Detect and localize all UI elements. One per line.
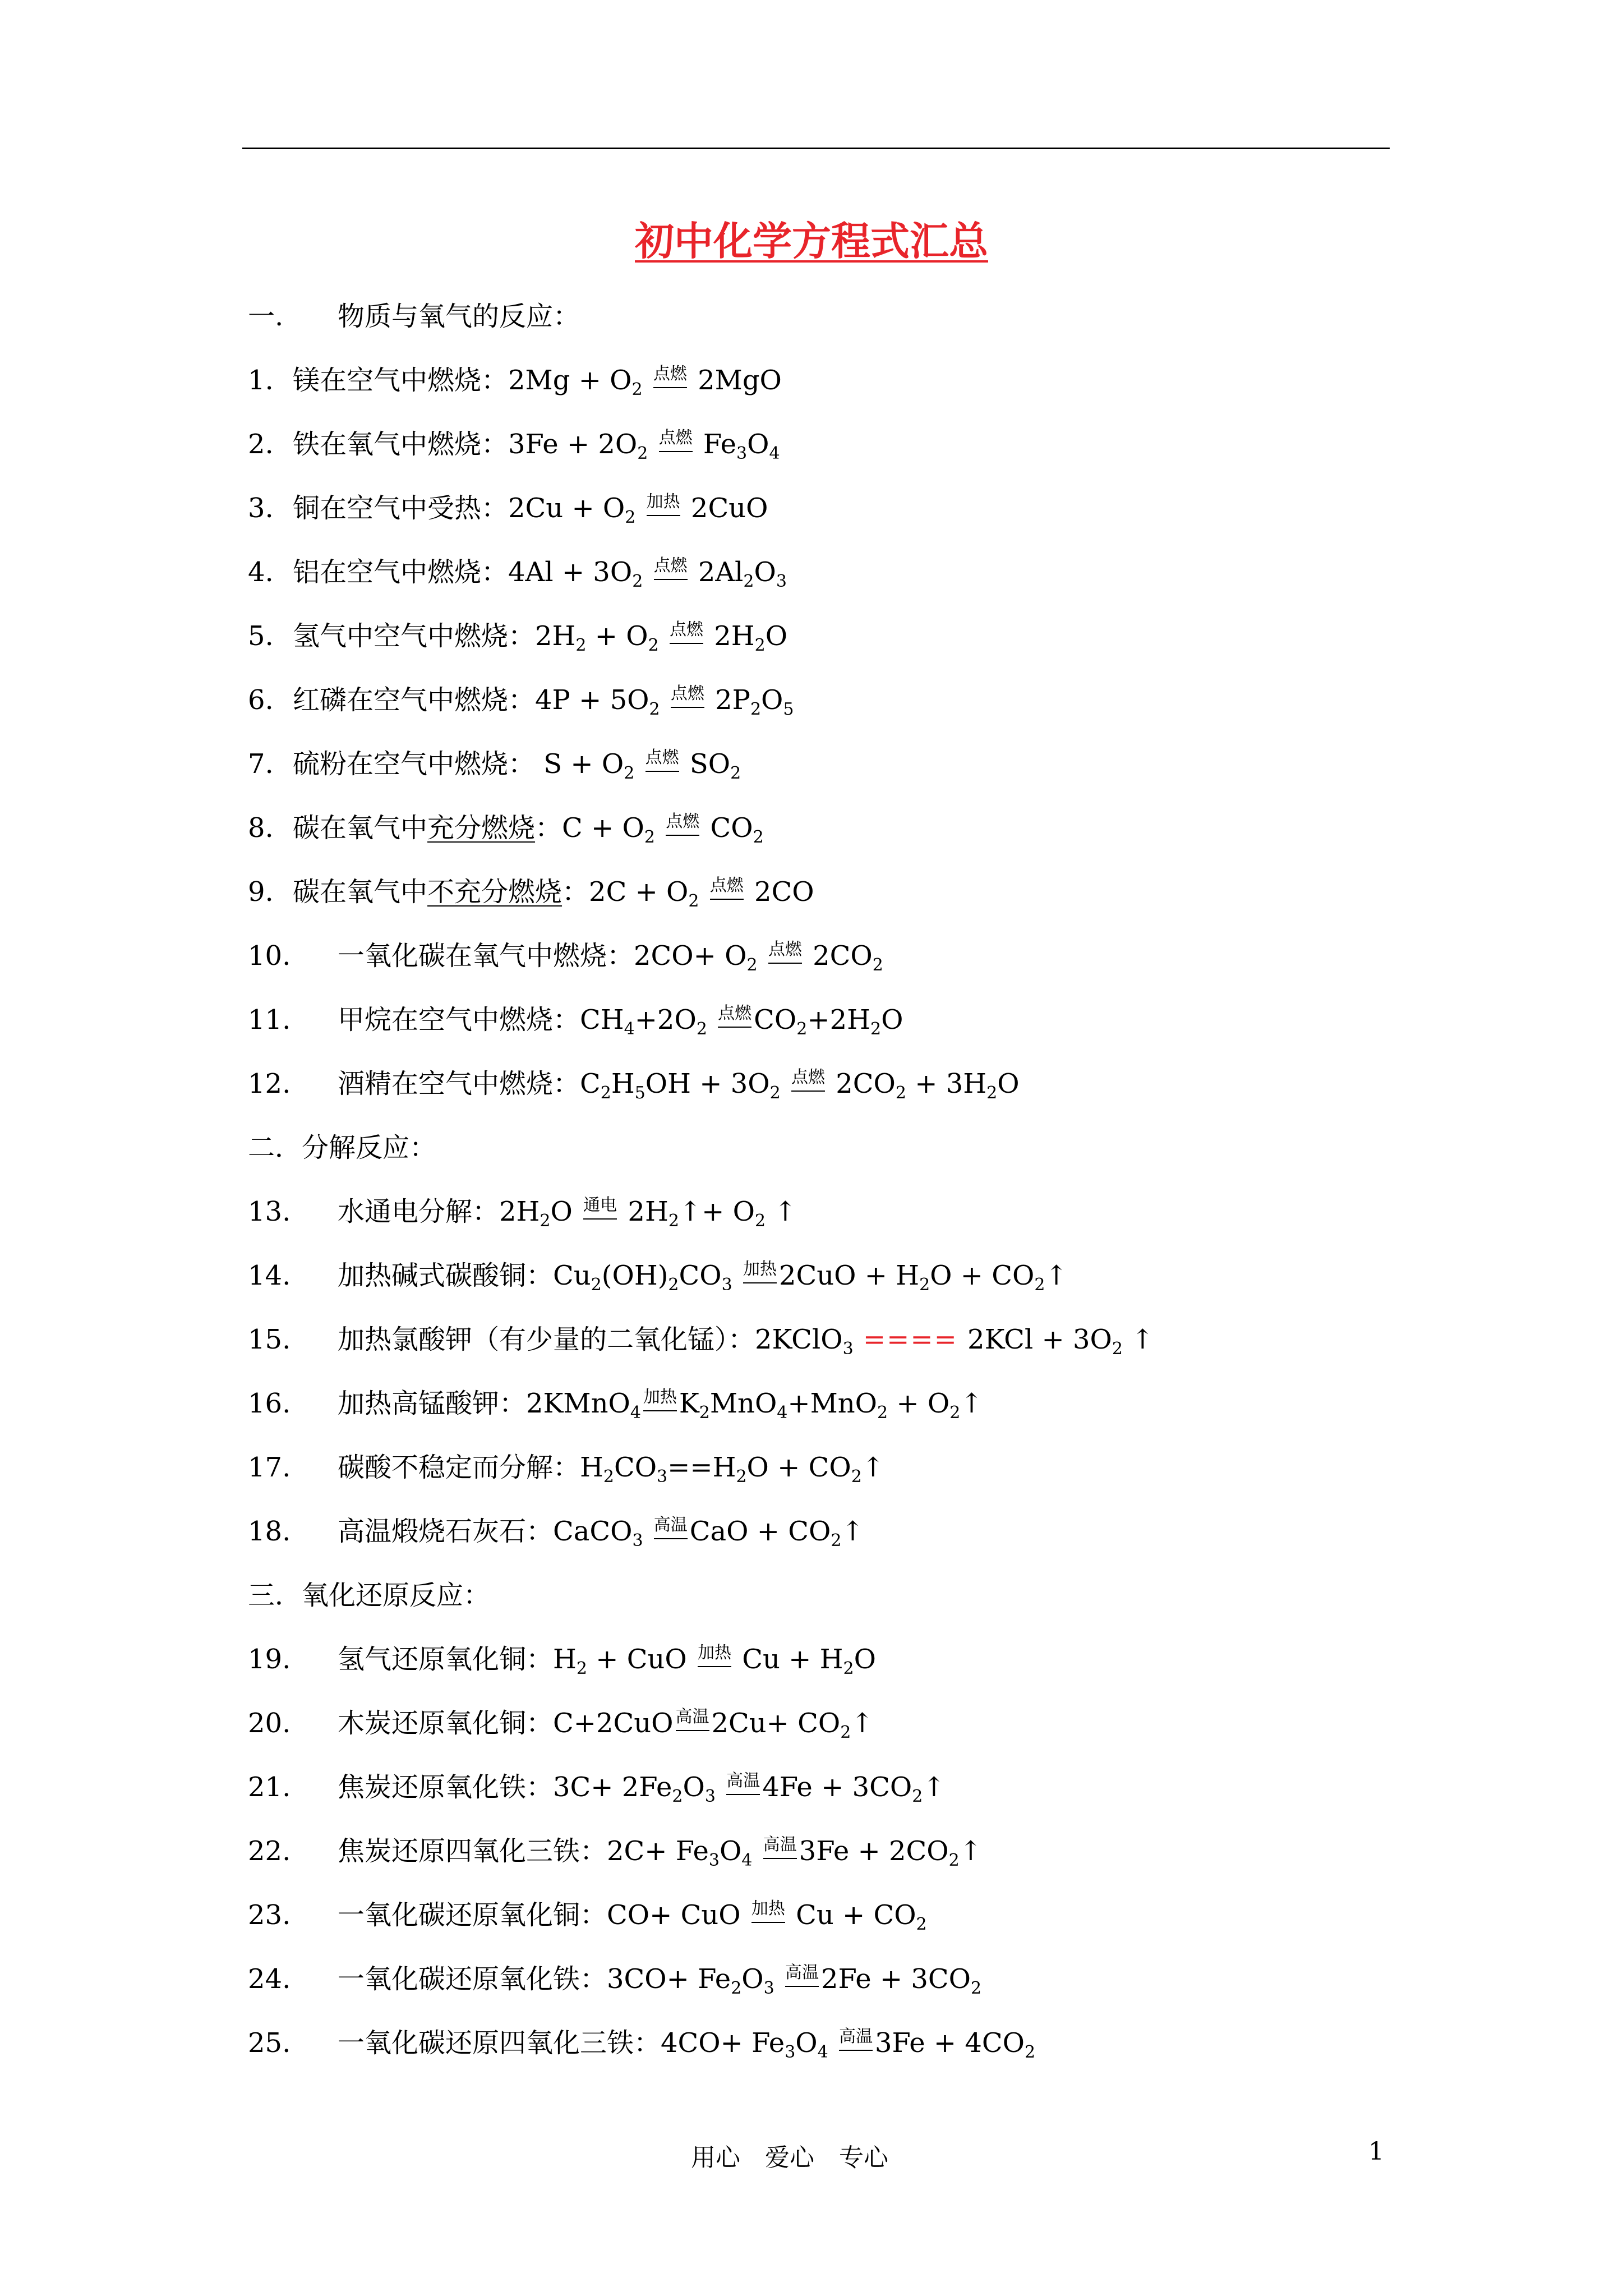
text-fragment: 3CO+ Fe	[607, 1963, 731, 1995]
condition-label: 点燃	[708, 877, 746, 894]
text-fragment: 2	[625, 508, 636, 527]
text-fragment: ↑	[923, 1772, 946, 1803]
text-fragment: ↑	[851, 1708, 874, 1739]
text-fragment: 4	[624, 1019, 635, 1039]
text-fragment: 13.	[248, 1196, 291, 1227]
text-fragment: 2	[754, 636, 766, 655]
text-fragment: 3Fe + 2O	[508, 429, 638, 460]
text-fragment: Cu + CO	[796, 1899, 916, 1931]
text-fragment: MnO	[709, 1388, 777, 1419]
equation-line	[248, 1637, 876, 1682]
text-fragment: 2	[971, 1978, 982, 1998]
condition-label: 高温	[674, 1709, 712, 1726]
text-fragment: 2	[540, 1211, 551, 1231]
text-fragment: 2H	[714, 620, 755, 652]
condition-label: 点燃	[651, 366, 689, 383]
text-fragment: 红磷在空气中燃烧：	[293, 684, 536, 716]
condition-label: 高温	[783, 1964, 821, 1981]
text-fragment: 3	[632, 1531, 643, 1550]
text-fragment: C+2CuO	[553, 1708, 674, 1739]
text-fragment: 2	[754, 1211, 766, 1231]
text-fragment: C + O	[562, 812, 644, 844]
text-fragment: 铁在氧气中燃烧：	[293, 429, 509, 460]
text-fragment: 焦炭还原氧化铁：	[338, 1772, 554, 1803]
text-fragment: 22.	[248, 1835, 291, 1867]
equation-line	[248, 486, 768, 531]
equation-line	[248, 1253, 1068, 1298]
text-fragment: (OH)	[601, 1260, 668, 1291]
text-fragment: 氢气还原氧化铜：	[338, 1644, 554, 1675]
text-fragment: 4	[777, 1403, 788, 1423]
equation-line	[248, 1061, 1020, 1106]
text-fragment: 2CuO	[690, 493, 768, 524]
text-fragment: 不充分燃烧	[427, 876, 562, 908]
text-fragment: 2CO	[836, 1068, 896, 1099]
text-fragment: 4Al + 3O	[508, 556, 633, 588]
text-fragment: K	[679, 1388, 699, 1419]
text-fragment: 3	[708, 1851, 720, 1870]
text-fragment: 3C+ 2Fe	[553, 1772, 672, 1803]
text-fragment: 2	[872, 955, 883, 975]
text-fragment: O	[719, 1835, 742, 1867]
text-fragment: 3.	[248, 493, 274, 524]
text-fragment: 3	[704, 1787, 716, 1806]
text-fragment: 物质与氧气的反应：	[338, 301, 580, 332]
text-fragment: 2	[948, 1851, 960, 1870]
text-fragment: +2O	[634, 1004, 697, 1036]
condition-label: 通电	[581, 1197, 619, 1214]
text-fragment: 4CO+ Fe	[661, 2027, 785, 2059]
text-fragment: 2	[699, 1403, 710, 1423]
text-fragment: 4Fe + 3CO	[762, 1772, 912, 1803]
text-fragment: 14.	[248, 1260, 291, 1291]
text-fragment: 21.	[248, 1772, 291, 1803]
text-fragment: +2H	[807, 1004, 870, 1036]
text-fragment: ↑	[861, 1452, 885, 1483]
condition-label: 高温	[761, 1837, 799, 1853]
text-fragment: 2	[631, 380, 643, 399]
condition-label: 点燃	[663, 813, 702, 830]
text-fragment: 5	[634, 1083, 645, 1103]
text-fragment: ↑	[766, 1196, 797, 1227]
text-fragment: 2	[688, 891, 699, 911]
text-fragment: 11.	[248, 1004, 291, 1036]
text-fragment: 酒精在空气中燃烧：	[338, 1068, 580, 1099]
text-fragment: O	[997, 1068, 1020, 1099]
text-fragment: 2Mg + O	[508, 365, 632, 396]
text-fragment: 5	[783, 700, 794, 719]
equation-line	[248, 2021, 1035, 2065]
text-fragment: 2	[632, 572, 643, 591]
text-fragment: 高温煅烧石灰石：	[338, 1516, 554, 1547]
text-fragment: 水通电分解：	[338, 1196, 500, 1227]
text-fragment: 2	[649, 700, 660, 719]
text-fragment: 硫粉在空气中燃烧：	[293, 748, 536, 780]
text-fragment: 2CO	[754, 876, 814, 908]
equation-line	[248, 358, 782, 403]
equation-line	[248, 678, 794, 723]
text-fragment: + CuO	[587, 1644, 687, 1675]
condition-label: 点燃	[668, 685, 707, 702]
text-fragment: 加热碱式碳酸铜：	[338, 1260, 554, 1291]
text-fragment: 焦炭还原四氧化三铁：	[338, 1835, 607, 1867]
text-fragment: 3	[776, 572, 787, 591]
text-fragment: 镁在空气中燃烧：	[293, 365, 509, 396]
text-fragment: 9.	[248, 876, 274, 908]
equation-line	[248, 742, 741, 786]
text-fragment: 23.	[248, 1899, 291, 1931]
text-fragment: O	[754, 556, 776, 588]
text-fragment: O	[765, 620, 788, 652]
equation-line	[248, 1829, 982, 1874]
text-fragment: 2Al	[698, 556, 744, 588]
condition-label: 点燃	[667, 622, 706, 638]
equation-line	[248, 933, 883, 978]
text-fragment: 2	[753, 827, 764, 847]
text-fragment: 2C + O	[589, 876, 689, 908]
text-fragment: 加热高锰酸钾：	[338, 1388, 527, 1419]
equation-line	[248, 1701, 874, 1746]
text-fragment: 4P + 5O	[535, 684, 649, 716]
text-fragment: 7.	[248, 748, 274, 780]
text-fragment: 4	[741, 1851, 753, 1870]
header-rule	[242, 148, 1390, 149]
text-fragment: H	[611, 1068, 635, 1099]
equation-line	[248, 1765, 946, 1810]
text-fragment: H	[553, 1644, 577, 1675]
equation-line	[248, 997, 903, 1042]
condition-label: 加热	[641, 1389, 679, 1406]
condition-label: 高温	[837, 2028, 875, 2045]
text-fragment: 2	[648, 636, 659, 655]
text-fragment: 2	[668, 1211, 679, 1231]
text-fragment: 16.	[248, 1388, 291, 1419]
text-fragment: SO	[689, 748, 731, 780]
condition-label: 点燃	[643, 749, 681, 766]
condition-label: 点燃	[766, 941, 804, 958]
text-fragment: 2	[575, 636, 587, 655]
text-fragment: 2	[796, 1019, 808, 1039]
text-fragment: O	[550, 1196, 573, 1227]
text-fragment: + 3H	[906, 1068, 987, 1099]
text-fragment: S + O	[535, 748, 624, 780]
text-fragment: O	[881, 1004, 903, 1036]
text-fragment: 4	[630, 1403, 641, 1423]
text-fragment: 2	[919, 1275, 930, 1295]
equation-line	[248, 614, 787, 659]
text-fragment: O	[747, 429, 769, 460]
text-fragment: 氢气中空气中燃烧：	[293, 620, 536, 652]
text-fragment: ：	[535, 812, 562, 844]
text-fragment: 4	[769, 444, 780, 463]
text-fragment: 2	[843, 1659, 854, 1678]
equation-line	[248, 1509, 864, 1554]
text-fragment: 2	[672, 1787, 683, 1806]
text-fragment: 3	[785, 2042, 796, 2062]
text-fragment: CO	[614, 1452, 657, 1483]
equals-sign: ====	[853, 1324, 968, 1355]
text-fragment: 18.	[248, 1516, 291, 1547]
text-fragment: O	[795, 2027, 818, 2059]
text-fragment: 20.	[248, 1708, 291, 1739]
text-fragment: 2.	[248, 429, 274, 460]
text-fragment: 2MgO	[698, 365, 782, 396]
text-fragment: 4.	[248, 556, 274, 588]
equation-line	[248, 1893, 927, 1938]
text-fragment: 2	[576, 1659, 587, 1678]
text-fragment: 2	[986, 1083, 998, 1103]
text-fragment: 2	[696, 1019, 707, 1039]
text-fragment: 2Cu+ CO	[711, 1708, 841, 1739]
text-fragment: 碳在氧气中	[293, 876, 428, 908]
text-fragment: 2	[644, 827, 655, 847]
text-fragment: CaO + CO	[689, 1516, 831, 1547]
text-fragment: 8.	[248, 812, 274, 844]
footer-motto: 用心 爱心 专心	[691, 2143, 888, 2172]
equation-line	[248, 1189, 797, 1234]
text-fragment: O	[854, 1644, 876, 1675]
text-fragment: CO	[679, 1260, 722, 1291]
text-fragment: 3	[842, 1339, 854, 1359]
text-fragment: 2	[1034, 1275, 1045, 1295]
text-fragment: 10.	[248, 940, 291, 972]
equation-line	[248, 1317, 1154, 1362]
text-fragment: 3	[721, 1275, 732, 1295]
text-fragment: H	[580, 1452, 603, 1483]
text-fragment: 3Fe + 4CO	[875, 2027, 1025, 2059]
condition-label: 加热	[695, 1645, 734, 1662]
text-fragment: 2	[731, 1978, 742, 1998]
text-fragment: 2	[1112, 1339, 1123, 1359]
equation-line	[248, 1445, 884, 1490]
text-fragment: 2	[730, 763, 741, 783]
text-fragment: CO	[710, 812, 753, 844]
text-fragment: 2	[600, 1083, 611, 1103]
text-fragment: 5.	[248, 620, 274, 652]
text-fragment: O	[761, 684, 783, 716]
condition-label: 点燃	[789, 1069, 827, 1086]
condition-label: 高温	[724, 1773, 762, 1789]
text-fragment: 2	[912, 1787, 923, 1806]
equation-line	[248, 550, 787, 595]
text-fragment: 17.	[248, 1452, 291, 1483]
text-fragment: Cu + H	[742, 1644, 843, 1675]
text-fragment: 3	[657, 1467, 668, 1487]
text-fragment: 2	[840, 1723, 851, 1742]
text-fragment: ↑	[1122, 1324, 1154, 1355]
text-fragment: 2	[591, 1275, 602, 1295]
text-fragment: CH	[580, 1004, 624, 1036]
condition-label: 点燃	[657, 430, 695, 447]
text-fragment: 2KClO	[755, 1324, 843, 1355]
text-fragment: ↑	[960, 1388, 983, 1419]
condition-label: 加热	[644, 494, 683, 510]
text-fragment: 2Fe + 3CO	[821, 1963, 971, 1995]
text-fragment: 一氧化碳还原氧化铁：	[338, 1963, 607, 1995]
text-fragment: Fe	[703, 429, 736, 460]
text-fragment: 3Fe + 2CO	[799, 1835, 949, 1867]
text-fragment: 2	[624, 763, 635, 783]
text-fragment: 一氧化碳还原氧化铜：	[338, 1899, 607, 1931]
text-fragment: CO	[754, 1004, 797, 1036]
text-fragment: 3	[763, 1978, 774, 1998]
text-fragment: 铝在空气中燃烧：	[293, 556, 509, 588]
text-fragment: ↑	[959, 1835, 982, 1867]
text-fragment: + O	[888, 1388, 950, 1419]
equation-line	[248, 869, 814, 914]
text-fragment: 2	[949, 1403, 961, 1423]
equation-line	[248, 422, 780, 467]
text-fragment: 加热氯酸钾（有少量的二氧化锰）：	[338, 1324, 755, 1355]
page-number: 1	[1368, 2137, 1384, 2166]
text-fragment: 4	[817, 2042, 828, 2062]
text-fragment: 2KCl + 3O	[967, 1324, 1112, 1355]
text-fragment: 2	[743, 572, 754, 591]
text-fragment: 木炭还原氧化铜：	[338, 1708, 554, 1739]
text-fragment: 15.	[248, 1324, 291, 1355]
text-fragment: 2	[1025, 2042, 1036, 2062]
text-fragment: 2	[916, 1915, 927, 1934]
text-fragment: ==H	[667, 1452, 736, 1483]
text-fragment: ↑	[1045, 1260, 1068, 1291]
page-title: 初中化学方程式汇总	[635, 218, 988, 264]
text-fragment: 充分燃烧	[427, 812, 536, 844]
text-fragment: ↑	[841, 1516, 864, 1547]
text-fragment: CO+ CuO	[607, 1899, 741, 1931]
text-fragment: 2H	[499, 1196, 540, 1227]
text-fragment: Cu	[553, 1260, 591, 1291]
text-fragment: 2H	[535, 620, 576, 652]
condition-label: 点燃	[716, 1005, 754, 1022]
condition-label: 高温	[652, 1517, 690, 1534]
section-heading-3: 三．氧化还原反应：	[248, 1580, 491, 1611]
section-heading-1	[248, 294, 580, 339]
text-fragment: 1.	[248, 365, 274, 396]
text-fragment: 2	[736, 1467, 747, 1487]
text-fragment: 铜在空气中受热：	[293, 493, 509, 524]
text-fragment: 2	[668, 1275, 679, 1295]
text-fragment: ：	[562, 876, 589, 908]
equation-line	[248, 1957, 981, 2001]
text-fragment: 2	[831, 1531, 842, 1550]
text-fragment: 甲烷在空气中燃烧：	[338, 1004, 580, 1036]
text-fragment: O	[741, 1963, 764, 1995]
text-fragment: 2CO+ O	[634, 940, 747, 972]
text-fragment: 一氧化碳还原四氧化三铁：	[338, 2027, 661, 2059]
text-fragment: 2KMnO	[526, 1388, 630, 1419]
text-fragment: 2H	[628, 1196, 668, 1227]
text-fragment: + O	[586, 620, 648, 652]
condition-label: 点燃	[652, 558, 690, 574]
text-fragment: 2P	[715, 684, 750, 716]
text-fragment: 2CuO + H	[778, 1260, 920, 1291]
condition-label: 加热	[741, 1261, 779, 1278]
text-fragment: 6.	[248, 684, 274, 716]
text-fragment: 2	[870, 1019, 882, 1039]
text-fragment: OH + 3O	[645, 1068, 770, 1099]
text-fragment: O + CO	[930, 1260, 1035, 1291]
text-fragment: 一氧化碳在氧气中燃烧：	[338, 940, 634, 972]
equation-line	[248, 806, 764, 850]
text-fragment: 碳在氧气中	[293, 812, 428, 844]
text-fragment: 2	[877, 1403, 888, 1423]
text-fragment: 24.	[248, 1963, 291, 1995]
text-fragment: 12.	[248, 1068, 291, 1099]
text-fragment: 碳酸不稳定而分解：	[338, 1452, 580, 1483]
text-fragment: 2C+ Fe	[607, 1835, 709, 1867]
text-fragment: 一.	[248, 301, 284, 332]
condition-label: 加热	[749, 1901, 787, 1917]
text-fragment: 2	[603, 1467, 614, 1487]
section-heading-2: 二．分解反应：	[248, 1132, 437, 1163]
text-fragment: 2CO	[813, 940, 873, 972]
text-fragment: 2Cu + O	[508, 493, 625, 524]
text-fragment: O	[683, 1772, 705, 1803]
text-fragment: C	[580, 1068, 601, 1099]
text-fragment: 2	[851, 1467, 862, 1487]
text-fragment: 2	[746, 955, 758, 975]
text-fragment: 3	[736, 444, 748, 463]
text-fragment: +MnO	[787, 1388, 878, 1419]
text-fragment: 2	[769, 1083, 781, 1103]
text-fragment: CaCO	[553, 1516, 633, 1547]
text-fragment: ↑+ O	[679, 1196, 755, 1227]
text-fragment: 2	[895, 1083, 906, 1103]
equation-line	[248, 1381, 983, 1426]
text-fragment: 2	[637, 444, 648, 463]
text-fragment: 25.	[248, 2027, 291, 2059]
text-fragment: 2	[750, 700, 762, 719]
text-fragment: O + CO	[746, 1452, 851, 1483]
text-fragment: 19.	[248, 1644, 291, 1675]
